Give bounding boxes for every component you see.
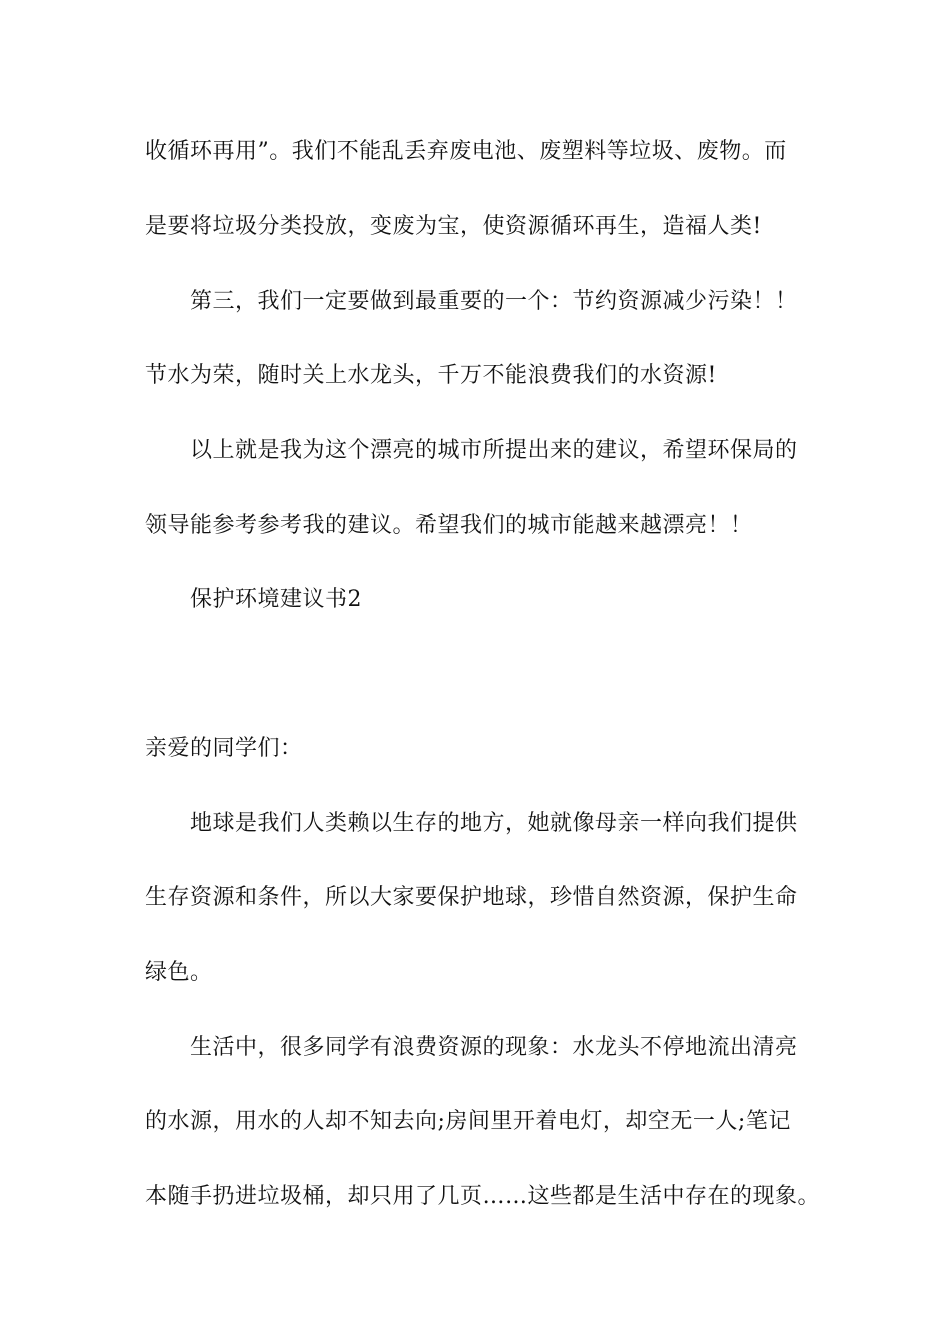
text-line: 绿色。 <box>145 960 213 985</box>
text-line: 生活中，很多同学有浪费资源的现象：水龙头不停地流出清亮 <box>190 1035 798 1060</box>
text-line: 地球是我们人类赖以生存的地方，她就像母亲一样向我们提供 <box>190 811 798 836</box>
text-line: 领导能参考参考我的建议。希望我们的城市能越来越漂亮！！ <box>145 513 753 538</box>
text-line: 的水源，用水的人却不知去向;房间里开着电灯，却空无一人;笔记 <box>145 1109 791 1134</box>
section-heading: 保护环境建议书2 <box>190 587 362 612</box>
text-line: 是要将垃圾分类投放，变废为宝，使资源循环再生，造福人类! <box>145 214 762 239</box>
text-line: 第三，我们一定要做到最重要的一个：节约资源减少污染！！ <box>190 289 798 314</box>
salutation: 亲爱的同学们： <box>145 736 303 761</box>
text-line: 生存资源和条件，所以大家要保护地球，珍惜自然资源，保护生命 <box>145 885 798 910</box>
text-line: 收循环再用”。我们不能乱丢弃废电池、废塑料等垃圾、废物。而 <box>145 139 787 164</box>
text-line: 节水为荣，随时关上水龙头，千万不能浪费我们的水资源! <box>145 363 717 388</box>
text-line: 本随手扔进垃圾桶，却只用了几页……这些都是生活中存在的现象。 <box>145 1184 821 1209</box>
text-line: 以上就是我为这个漂亮的城市所提出来的建议，希望环保局的 <box>190 438 798 463</box>
